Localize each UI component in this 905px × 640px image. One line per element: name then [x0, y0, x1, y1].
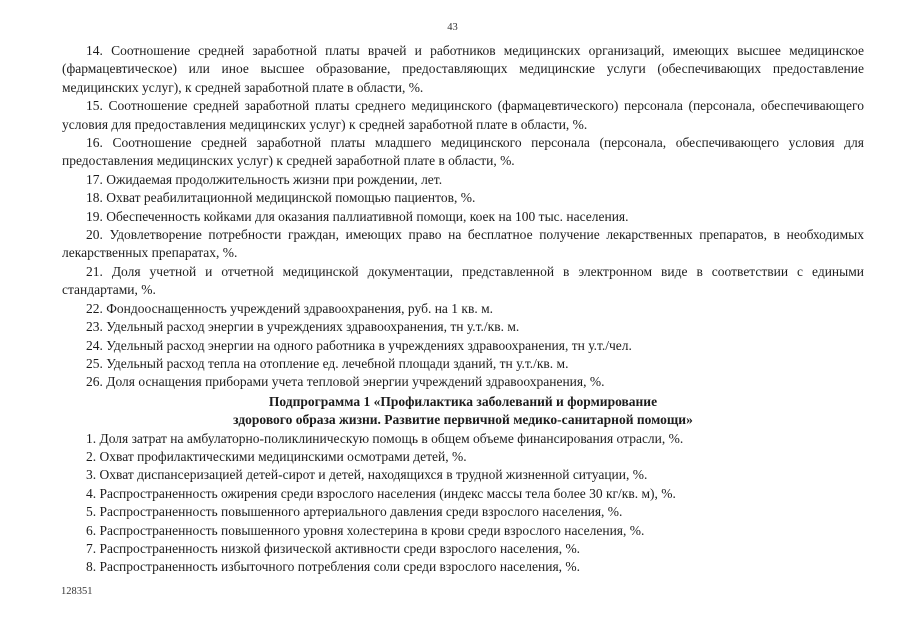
list-item: 17. Ожидаемая продолжительность жизни при рождении, лет.	[86, 171, 443, 187]
list-item: 23. Удельный расход энергии в учреждениях здравоохранения, тн у.т./кв. м.	[86, 319, 520, 335]
subprogram-heading	[62, 393, 864, 430]
list-item: 8. Распространенность избыточного потребления соли среди взрослого населения, %.	[86, 559, 581, 575]
list-item: 18. Охват реабилитационной медицинской помощью пациентов, %.	[86, 190, 476, 206]
list-item: 6. Распространенность повышенного уровня холестерина в крови среди взрослого населения, %.	[86, 522, 645, 538]
subprogram-title-line2: здорового образа жизни. Развитие первичной медико-санитарной помощи»	[233, 412, 693, 428]
list-item: 22. Фондооснащенность учреждений здравоохранения, руб. на 1 кв. м.	[86, 300, 494, 316]
subprogram-title-line1: Подпрограмма 1 «Профилактика заболеваний и формирование	[268, 393, 658, 409]
list-item: 25. Удельный расход тепла на отопление ед. лечебной площади зданий, тн у.т./кв. м.	[86, 355, 569, 371]
list-item: 7. Распространенность низкой физической активности среди взрослого населения, %.	[86, 540, 581, 556]
list-item: 14. Соотношение средней заработной платы врачей и работников медицинских организаций, имеющих высшее медицинское (фармацевтическое) или иное высшее образование, предоставляющих медицинские услуги (обеспечивающих предоставление медицинских услуг), к средней заработной плате в области, %.	[62, 43, 864, 95]
list-item: 15. Соотношение средней заработной платы среднего медицинского (фармацевтического) персонала (персонала, обеспечивающего условия для предоставления медицинских услуг) к средней заработной плате в области, %.	[62, 98, 864, 132]
list-item: 21. Доля учетной и отчетной медицинской документации, представленной в электронном виде в соответствии с едиными стандартами, %.	[62, 263, 864, 298]
list-item: 20. Удовлетворение потребности граждан, имеющих право на бесплатное получение лекарственных препаратов, в необходимых лекарственных препаратах, %.	[62, 227, 864, 261]
list-item: 3. Охват диспансеризацией детей-сирот и детей, находящихся в трудной жизненной ситуации, %.	[86, 467, 648, 483]
document-code: 128351	[61, 586, 93, 597]
list-item: 19. Обеспеченность койками для оказания паллиативной помощи, коек на 100 тыс. населения.	[86, 208, 629, 224]
list-item: 26. Доля оснащения приборами учета тепловой энергии учреждений здравоохранения, %.	[86, 374, 605, 390]
document-body	[62, 42, 864, 577]
list-item: 5. Распространенность повышенного артериального давления среди взрослого населения, %.	[86, 504, 623, 520]
list-item: 16. Соотношение средней заработной платы младшего медицинского персонала (персонала, обеспечивающего условия для предоставления медицинских услуг) к средней заработной плате в области, %.	[62, 135, 864, 169]
list-item: 1. Доля затрат на амбулаторно-поликлиническую помощь в общем объеме финансирования отрасли, %.	[86, 430, 684, 446]
list-item: 4. Распространенность ожирения среди взрослого населения (индекс массы тела более 30 кг/кв. м), %.	[86, 485, 676, 501]
list-item: 2. Охват профилактическими медицинскими осмотрами детей, %.	[86, 448, 467, 464]
list-item: 24. Удельный расход энергии на одного работника в учреждениях здравоохранения, тн у.т./чел.	[86, 337, 632, 353]
page-number: 43	[447, 22, 458, 33]
